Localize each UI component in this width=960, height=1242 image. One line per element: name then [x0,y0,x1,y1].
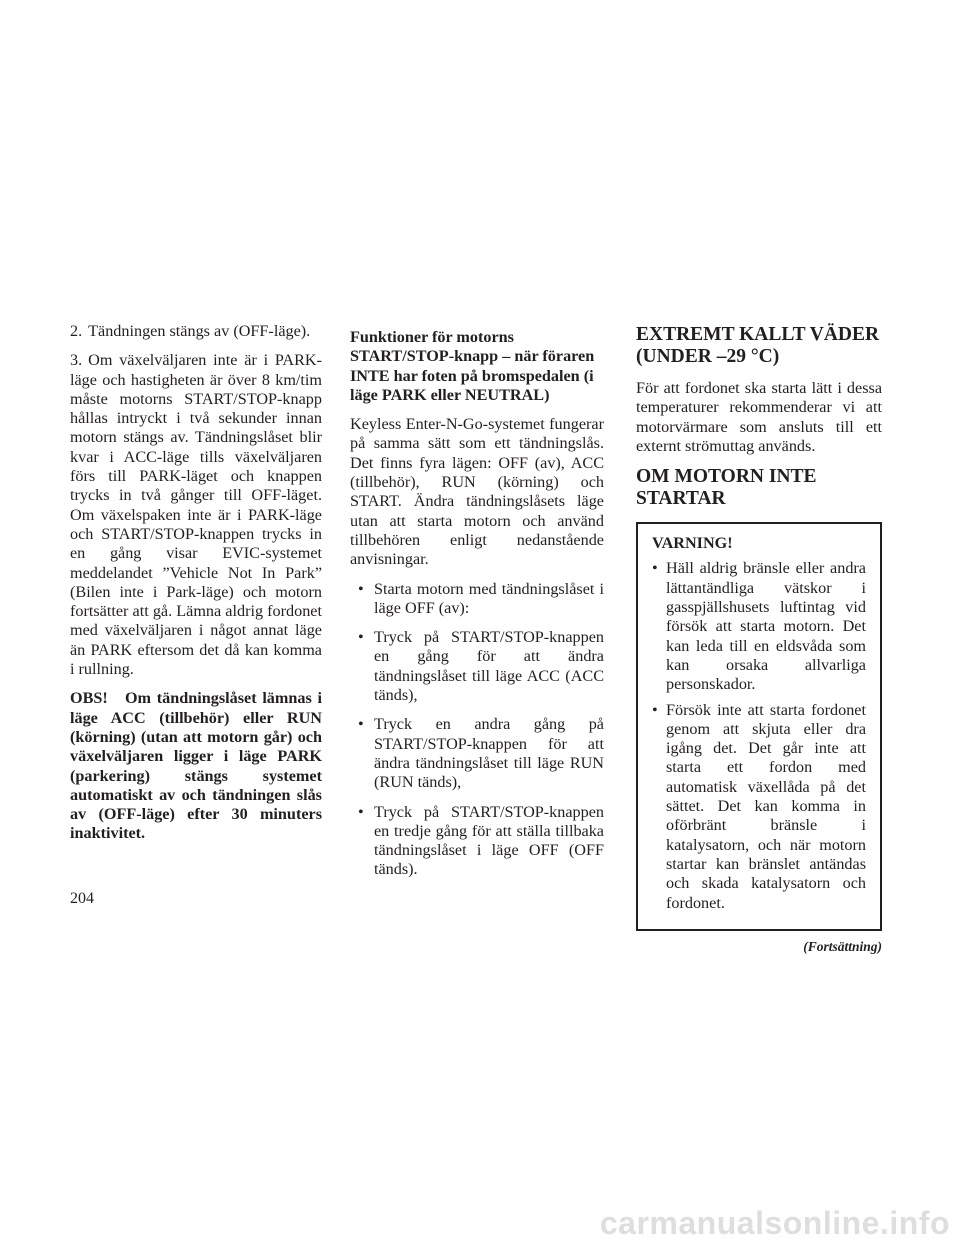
note-paragraph [70,689,322,843]
note-label: OBS! [70,689,108,708]
list-item: • Tryck en andra gång på START/STOP-knappen för att ändra tändningslåset till läge RUN (RUN tänds), [358,715,604,792]
page-number: 204 [70,890,94,907]
bullet-icon: • [358,628,364,647]
warning-box [636,522,882,931]
bullet-icon: • [358,579,364,598]
section-heading-engine-fails: OM MOTORN INTE STARTAR [636,466,817,510]
step-3: 3. Om växelväljaren inte är i PARK-läge och hastigheten är över 8 km/tim måste motorns START/STOP-knapp hållas intryckt i två sekunder innan motorn stängs av. Tändningslåset blir kvar i ACC-läge tills växelväljaren förs till PARK-läget och knappen trycks in två gånger till OFF-läget. Om växelspaken inte är i PARK-läge och START/STOP-knappen trycks in en gång visar EVIC-systemet meddelandet ”Vehicle Not In Park” (Bilen inte i Park-läge) och motorn fortsätter att gå. Lämna aldrig fordonet med växelväljaren i något annat läge än PARK eftersom det då kan komma i rullning. [70,351,322,679]
bullet-icon: • [358,715,364,734]
list-item: • Försök inte att starta fordonet genom att skjuta eller dra igång det. Det går inte att starta ett fordon med automatisk växellåda på det sättet. Det kan komma in oförbränt bränsle i katalysatorn, och när motorn startar kan bränslet antändas och skada katalysatorn och fordonet. [652,700,866,912]
section-heading-cold-weather: EXTREMT KALLT VÄDER (UNDER –29 °C) [636,324,880,367]
cold-weather-paragraph: För att fordonet ska starta lätt i dessa temperaturer rekommenderar vi att motorvärmare som ansluts till ett externt strömuttag används. [636,379,882,455]
left-column [70,322,322,854]
continued-label: (Fortsättning) [803,938,882,954]
list-item: • Häll aldrig bränsle eller andra lättantändliga vätskor i gasspjällshusets luftintag vid försök att starta motorn. Det kan leda till en eldsvåda som kan orsaka allvarliga personskador. [652,559,866,694]
watermark: carmanualsonline.info [599,1205,950,1241]
list-item: • Starta motorn med tändningslåset i läge OFF (av): [358,579,604,617]
list-item: • Tryck på START/STOP-knappen en gång för att ändra tändningslåset till läge ACC (ACC tänds), [358,628,604,705]
subheading: Funktioner för motorns START/STOP-knapp – när föraren INTE har foten på bromspedalen (i läge PARK eller NEUTRAL) [350,328,595,404]
note-text: Om tändningslåset lämnas i läge ACC (tillbehör) eller RUN (körning) (utan att motorn går) och växelväljaren ligger i läge PARK (parkering) stängs systemet automatiskt av och tändningen slås av (OFF-läge) efter 30 minuters inaktivitet. [70,689,322,843]
bullet-icon: • [652,700,658,719]
right-column [636,322,882,956]
intro-paragraph: Keyless Enter-N-Go-systemet fungerar på samma sätt som ett tändningslås. Det finns fyra lägen: OFF (av), ACC (tillbehör), RUN (körning) och START. Ändra tändningslåsets läge utan att starta motorn och använd tillbehören enligt nedanstående anvisningar. [350,415,604,569]
steps-list [350,580,604,880]
bullet-icon: • [652,559,658,578]
warning-list [652,559,866,912]
warning-title: VARNING! [652,534,733,553]
list-item: • Tryck på START/STOP-knappen en tredje gång för att ställa tillbaka tändningslåset i läge OFF (OFF tänds). [358,802,604,879]
step-2: 2. Tändningen stängs av (OFF-läge). [70,322,311,340]
bullet-icon: • [358,802,364,821]
middle-column [350,322,604,890]
